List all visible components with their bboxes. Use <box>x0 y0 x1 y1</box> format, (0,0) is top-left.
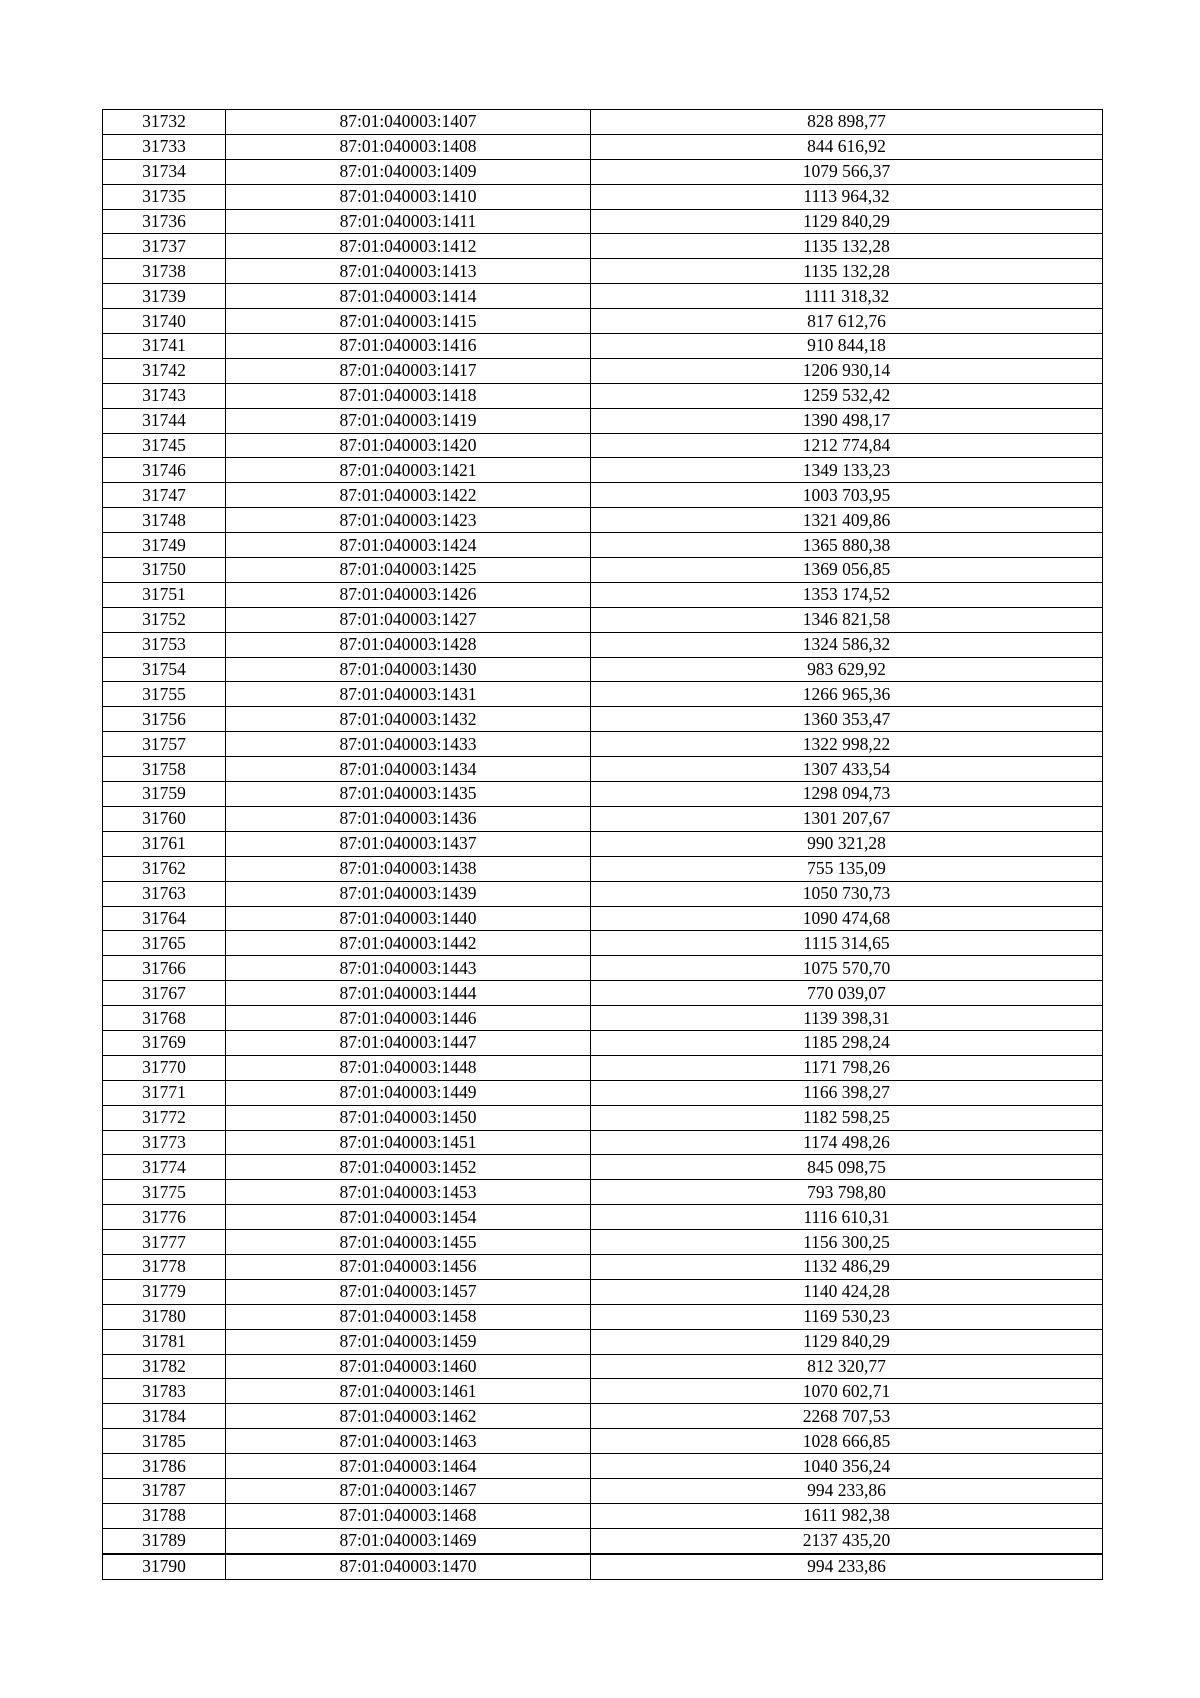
cadastral-value-cell: 1169 530,23 <box>591 1304 1103 1329</box>
table-row <box>103 309 1103 334</box>
row-number-cell: 31770 <box>103 1055 226 1080</box>
row-number-cell: 31764 <box>103 906 226 931</box>
row-number-cell: 31733 <box>103 134 226 159</box>
cadastral-number-cell: 87:01:040003:1434 <box>226 757 591 782</box>
cadastral-number-cell: 87:01:040003:1415 <box>226 309 591 334</box>
row-number-cell: 31763 <box>103 881 226 906</box>
cadastral-value-cell: 1070 602,71 <box>591 1379 1103 1404</box>
cadastral-value-cell: 844 616,92 <box>591 134 1103 159</box>
row-number-cell: 31754 <box>103 657 226 682</box>
table-row <box>103 1379 1103 1404</box>
table-row <box>103 358 1103 383</box>
cadastral-value-cell: 1353 174,52 <box>591 582 1103 607</box>
table-row <box>103 408 1103 433</box>
table-row <box>103 1404 1103 1429</box>
table-row <box>103 159 1103 184</box>
table-row <box>103 632 1103 657</box>
row-number-cell: 31783 <box>103 1379 226 1404</box>
cadastral-value-cell: 1129 840,29 <box>591 209 1103 234</box>
cadastral-number-cell: 87:01:040003:1422 <box>226 483 591 508</box>
table-row <box>103 1030 1103 1055</box>
row-number-cell: 31776 <box>103 1205 226 1230</box>
table-row <box>103 1354 1103 1379</box>
cadastral-number-cell: 87:01:040003:1438 <box>226 856 591 881</box>
row-number-cell: 31769 <box>103 1030 226 1055</box>
cadastral-number-cell: 87:01:040003:1444 <box>226 981 591 1006</box>
cadastral-number-cell: 87:01:040003:1452 <box>226 1155 591 1180</box>
table-row <box>103 831 1103 856</box>
cadastral-number-cell: 87:01:040003:1414 <box>226 284 591 309</box>
cadastral-number-cell: 87:01:040003:1426 <box>226 582 591 607</box>
cadastral-value-cell: 1346 821,58 <box>591 607 1103 632</box>
cadastral-number-cell: 87:01:040003:1460 <box>226 1354 591 1379</box>
cadastral-number-cell: 87:01:040003:1423 <box>226 508 591 533</box>
table-row <box>103 582 1103 607</box>
cadastral-number-cell: 87:01:040003:1432 <box>226 707 591 732</box>
table-row <box>103 856 1103 881</box>
cadastral-number-cell: 87:01:040003:1456 <box>226 1254 591 1279</box>
row-number-cell: 31737 <box>103 234 226 259</box>
row-number-cell: 31780 <box>103 1304 226 1329</box>
row-number-cell: 31735 <box>103 184 226 209</box>
cadastral-number-cell: 87:01:040003:1437 <box>226 831 591 856</box>
table-row <box>103 806 1103 831</box>
cadastral-value-cell: 2137 435,20 <box>591 1528 1103 1553</box>
table-row <box>103 533 1103 558</box>
table-row <box>103 1528 1103 1553</box>
row-number-cell: 31752 <box>103 607 226 632</box>
cadastral-value-cell: 1116 610,31 <box>591 1205 1103 1230</box>
table-row <box>103 433 1103 458</box>
table-row <box>103 1329 1103 1354</box>
cadastral-number-cell: 87:01:040003:1448 <box>226 1055 591 1080</box>
table-row <box>103 383 1103 408</box>
table-row <box>103 682 1103 707</box>
table-row <box>103 234 1103 259</box>
cadastral-value-cell: 1132 486,29 <box>591 1254 1103 1279</box>
cadastral-value-cell: 1135 132,28 <box>591 234 1103 259</box>
cadastral-value-cell: 845 098,75 <box>591 1155 1103 1180</box>
cadastral-value-cell: 1298 094,73 <box>591 782 1103 807</box>
cadastral-number-cell: 87:01:040003:1417 <box>226 358 591 383</box>
cadastral-value-cell: 1301 207,67 <box>591 806 1103 831</box>
cadastral-value-cell: 1115 314,65 <box>591 931 1103 956</box>
table-row <box>103 607 1103 632</box>
cadastral-number-cell: 87:01:040003:1470 <box>226 1554 591 1579</box>
table-row <box>103 956 1103 981</box>
row-number-cell: 31765 <box>103 931 226 956</box>
row-number-cell: 31740 <box>103 309 226 334</box>
cadastral-value-cell: 1166 398,27 <box>591 1080 1103 1105</box>
cadastral-value-cell: 1349 133,23 <box>591 458 1103 483</box>
row-number-cell: 31761 <box>103 831 226 856</box>
table-row <box>103 110 1103 135</box>
row-number-cell: 31777 <box>103 1230 226 1255</box>
table-row <box>103 284 1103 309</box>
cadastral-number-cell: 87:01:040003:1469 <box>226 1528 591 1553</box>
cadastral-value-cell: 1079 566,37 <box>591 159 1103 184</box>
cadastral-number-cell: 87:01:040003:1433 <box>226 732 591 757</box>
cadastral-value-cell: 2268 707,53 <box>591 1404 1103 1429</box>
cadastral-value-cell: 1611 982,38 <box>591 1503 1103 1528</box>
table-row <box>103 931 1103 956</box>
cadastral-number-cell: 87:01:040003:1450 <box>226 1105 591 1130</box>
table-row <box>103 1205 1103 1230</box>
cadastral-value-cell: 1113 964,32 <box>591 184 1103 209</box>
table-row <box>103 757 1103 782</box>
cadastral-number-cell: 87:01:040003:1451 <box>226 1130 591 1155</box>
cadastral-number-cell: 87:01:040003:1446 <box>226 1006 591 1031</box>
row-number-cell: 31782 <box>103 1354 226 1379</box>
table-row <box>103 334 1103 359</box>
table-row <box>103 1554 1103 1579</box>
table-row <box>103 1429 1103 1454</box>
row-number-cell: 31739 <box>103 284 226 309</box>
cadastral-number-cell: 87:01:040003:1409 <box>226 159 591 184</box>
row-number-cell: 31774 <box>103 1155 226 1180</box>
table-row <box>103 184 1103 209</box>
cadastral-number-cell: 87:01:040003:1430 <box>226 657 591 682</box>
table-row <box>103 881 1103 906</box>
cadastral-number-cell: 87:01:040003:1439 <box>226 881 591 906</box>
cadastral-number-cell: 87:01:040003:1421 <box>226 458 591 483</box>
cadastral-number-cell: 87:01:040003:1420 <box>226 433 591 458</box>
table-row <box>103 906 1103 931</box>
cadastral-value-cell: 983 629,92 <box>591 657 1103 682</box>
row-number-cell: 31789 <box>103 1528 226 1553</box>
row-number-cell: 31749 <box>103 533 226 558</box>
cadastral-value-cell: 994 233,86 <box>591 1478 1103 1503</box>
table-row <box>103 1454 1103 1479</box>
cadastral-number-cell: 87:01:040003:1449 <box>226 1080 591 1105</box>
cadastral-number-cell: 87:01:040003:1419 <box>226 408 591 433</box>
cadastral-value-cell: 1028 666,85 <box>591 1429 1103 1454</box>
cadastral-value-cell: 1003 703,95 <box>591 483 1103 508</box>
cadastral-value-cell: 1171 798,26 <box>591 1055 1103 1080</box>
cadastral-number-cell: 87:01:040003:1453 <box>226 1180 591 1205</box>
cadastral-number-cell: 87:01:040003:1442 <box>226 931 591 956</box>
cadastral-number-cell: 87:01:040003:1418 <box>226 383 591 408</box>
row-number-cell: 31779 <box>103 1279 226 1304</box>
table-row <box>103 1130 1103 1155</box>
cadastral-number-cell: 87:01:040003:1463 <box>226 1429 591 1454</box>
cadastral-number-cell: 87:01:040003:1461 <box>226 1379 591 1404</box>
row-number-cell: 31741 <box>103 334 226 359</box>
cadastral-value-cell: 1090 474,68 <box>591 906 1103 931</box>
table-row <box>103 1279 1103 1304</box>
cadastral-value-cell: 1140 424,28 <box>591 1279 1103 1304</box>
cadastral-number-cell: 87:01:040003:1454 <box>226 1205 591 1230</box>
table-row <box>103 1006 1103 1031</box>
cadastral-value-cell: 1135 132,28 <box>591 259 1103 284</box>
cadastral-number-cell: 87:01:040003:1436 <box>226 806 591 831</box>
cadastral-value-cell: 1050 730,73 <box>591 881 1103 906</box>
cadastral-number-cell: 87:01:040003:1428 <box>226 632 591 657</box>
cadastral-value-table <box>102 109 1103 1580</box>
table-row <box>103 483 1103 508</box>
row-number-cell: 31787 <box>103 1478 226 1503</box>
cadastral-value-cell: 1307 433,54 <box>591 757 1103 782</box>
row-number-cell: 31768 <box>103 1006 226 1031</box>
row-number-cell: 31759 <box>103 782 226 807</box>
cadastral-value-cell: 793 798,80 <box>591 1180 1103 1205</box>
row-number-cell: 31745 <box>103 433 226 458</box>
row-number-cell: 31784 <box>103 1404 226 1429</box>
cadastral-value-cell: 1322 998,22 <box>591 732 1103 757</box>
table-row <box>103 1230 1103 1255</box>
row-number-cell: 31778 <box>103 1254 226 1279</box>
cadastral-number-cell: 87:01:040003:1424 <box>226 533 591 558</box>
table-row <box>103 458 1103 483</box>
cadastral-number-cell: 87:01:040003:1459 <box>226 1329 591 1354</box>
table-row <box>103 657 1103 682</box>
table-row <box>103 1080 1103 1105</box>
row-number-cell: 31766 <box>103 956 226 981</box>
row-number-cell: 31790 <box>103 1554 226 1579</box>
cadastral-number-cell: 87:01:040003:1440 <box>226 906 591 931</box>
cadastral-value-cell: 1390 498,17 <box>591 408 1103 433</box>
cadastral-number-cell: 87:01:040003:1408 <box>226 134 591 159</box>
cadastral-value-cell: 755 135,09 <box>591 856 1103 881</box>
row-number-cell: 31756 <box>103 707 226 732</box>
cadastral-number-cell: 87:01:040003:1407 <box>226 110 591 135</box>
cadastral-number-cell: 87:01:040003:1427 <box>226 607 591 632</box>
cadastral-value-cell: 1182 598,25 <box>591 1105 1103 1130</box>
table-row <box>103 1503 1103 1528</box>
table-row <box>103 1105 1103 1130</box>
cadastral-number-cell: 87:01:040003:1455 <box>226 1230 591 1255</box>
cadastral-value-cell: 1360 353,47 <box>591 707 1103 732</box>
cadastral-number-cell: 87:01:040003:1468 <box>226 1503 591 1528</box>
cadastral-number-cell: 87:01:040003:1411 <box>226 209 591 234</box>
table-row <box>103 1254 1103 1279</box>
table-row <box>103 707 1103 732</box>
row-number-cell: 31746 <box>103 458 226 483</box>
cadastral-value-cell: 1185 298,24 <box>591 1030 1103 1055</box>
cadastral-value-cell: 1174 498,26 <box>591 1130 1103 1155</box>
cadastral-value-cell: 812 320,77 <box>591 1354 1103 1379</box>
table-row <box>103 508 1103 533</box>
cadastral-value-cell: 994 233,86 <box>591 1554 1103 1579</box>
row-number-cell: 31772 <box>103 1105 226 1130</box>
row-number-cell: 31747 <box>103 483 226 508</box>
cadastral-value-cell: 1321 409,86 <box>591 508 1103 533</box>
row-number-cell: 31738 <box>103 259 226 284</box>
row-number-cell: 31758 <box>103 757 226 782</box>
cadastral-number-cell: 87:01:040003:1425 <box>226 558 591 583</box>
cadastral-value-cell: 910 844,18 <box>591 334 1103 359</box>
cadastral-number-cell: 87:01:040003:1413 <box>226 259 591 284</box>
cadastral-value-cell: 1369 056,85 <box>591 558 1103 583</box>
table-row <box>103 981 1103 1006</box>
row-number-cell: 31773 <box>103 1130 226 1155</box>
row-number-cell: 31748 <box>103 508 226 533</box>
cadastral-number-cell: 87:01:040003:1462 <box>226 1404 591 1429</box>
row-number-cell: 31762 <box>103 856 226 881</box>
row-number-cell: 31781 <box>103 1329 226 1354</box>
row-number-cell: 31744 <box>103 408 226 433</box>
row-number-cell: 31767 <box>103 981 226 1006</box>
table-row <box>103 1478 1103 1503</box>
table-row <box>103 1055 1103 1080</box>
cadastral-value-cell: 1040 356,24 <box>591 1454 1103 1479</box>
row-number-cell: 31786 <box>103 1454 226 1479</box>
row-number-cell: 31755 <box>103 682 226 707</box>
cadastral-number-cell: 87:01:040003:1447 <box>226 1030 591 1055</box>
cadastral-value-cell: 1129 840,29 <box>591 1329 1103 1354</box>
row-number-cell: 31760 <box>103 806 226 831</box>
cadastral-value-cell: 1212 774,84 <box>591 433 1103 458</box>
cadastral-number-cell: 87:01:040003:1435 <box>226 782 591 807</box>
row-number-cell: 31742 <box>103 358 226 383</box>
cadastral-value-cell: 1075 570,70 <box>591 956 1103 981</box>
row-number-cell: 31771 <box>103 1080 226 1105</box>
row-number-cell: 31743 <box>103 383 226 408</box>
table-row <box>103 209 1103 234</box>
table-row <box>103 259 1103 284</box>
row-number-cell: 31788 <box>103 1503 226 1528</box>
row-number-cell: 31757 <box>103 732 226 757</box>
cadastral-value-cell: 1266 965,36 <box>591 682 1103 707</box>
cadastral-number-cell: 87:01:040003:1458 <box>226 1304 591 1329</box>
table-row <box>103 1180 1103 1205</box>
cadastral-value-cell: 1206 930,14 <box>591 358 1103 383</box>
cadastral-number-cell: 87:01:040003:1457 <box>226 1279 591 1304</box>
cadastral-value-cell: 770 039,07 <box>591 981 1103 1006</box>
row-number-cell: 31775 <box>103 1180 226 1205</box>
cadastral-number-cell: 87:01:040003:1412 <box>226 234 591 259</box>
cadastral-number-cell: 87:01:040003:1467 <box>226 1478 591 1503</box>
cadastral-value-cell: 817 612,76 <box>591 309 1103 334</box>
cadastral-value-cell: 828 898,77 <box>591 110 1103 135</box>
cadastral-value-cell: 1324 586,32 <box>591 632 1103 657</box>
table-row <box>103 1155 1103 1180</box>
cadastral-value-cell: 1111 318,32 <box>591 284 1103 309</box>
cadastral-value-cell: 1139 398,31 <box>591 1006 1103 1031</box>
table-body <box>103 110 1103 1580</box>
row-number-cell: 31750 <box>103 558 226 583</box>
row-number-cell: 31785 <box>103 1429 226 1454</box>
cadastral-value-cell: 1365 880,38 <box>591 533 1103 558</box>
cadastral-number-cell: 87:01:040003:1410 <box>226 184 591 209</box>
cadastral-value-cell: 1259 532,42 <box>591 383 1103 408</box>
cadastral-number-cell: 87:01:040003:1416 <box>226 334 591 359</box>
cadastral-number-cell: 87:01:040003:1443 <box>226 956 591 981</box>
table-row <box>103 558 1103 583</box>
table-row <box>103 782 1103 807</box>
cadastral-value-cell: 1156 300,25 <box>591 1230 1103 1255</box>
row-number-cell: 31753 <box>103 632 226 657</box>
row-number-cell: 31736 <box>103 209 226 234</box>
row-number-cell: 31732 <box>103 110 226 135</box>
row-number-cell: 31751 <box>103 582 226 607</box>
table-row <box>103 732 1103 757</box>
cadastral-value-cell: 990 321,28 <box>591 831 1103 856</box>
row-number-cell: 31734 <box>103 159 226 184</box>
table-row <box>103 134 1103 159</box>
table-row <box>103 1304 1103 1329</box>
cadastral-number-cell: 87:01:040003:1464 <box>226 1454 591 1479</box>
cadastral-number-cell: 87:01:040003:1431 <box>226 682 591 707</box>
